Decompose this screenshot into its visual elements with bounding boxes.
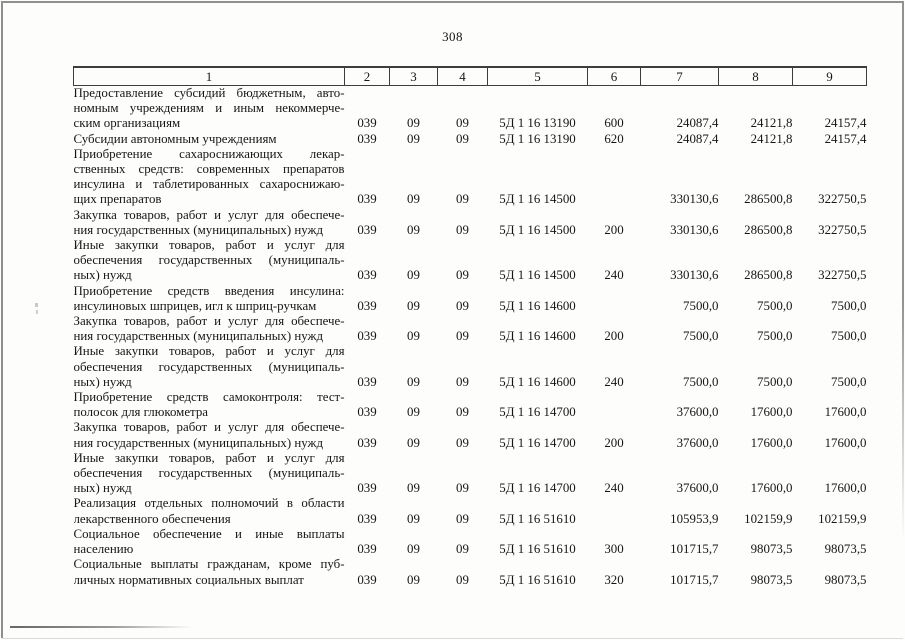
table-body	[74, 67, 867, 588]
desc-line: Закупка товаров, работ и услуг для обеспече-	[73, 314, 345, 329]
scan-frame-top	[3, 1, 903, 3]
cell-c5: 5Д 1 16 14600	[499, 298, 576, 313]
cell-c3: 09	[407, 374, 420, 389]
cell-c2: 039	[357, 542, 377, 557]
desc-line: Социальные выплаты гражданам, кроме пуб-	[73, 557, 345, 572]
table-row	[74, 132, 867, 147]
cell-c9: 7500,0	[831, 374, 867, 389]
desc-line: ния государственных (муниципальных) нужд	[73, 329, 323, 344]
cell-c2: 039	[357, 192, 377, 207]
cell-c9: 24157,4	[824, 116, 867, 131]
cell-c2: 039	[357, 268, 377, 283]
desc-line: инсулина и таблетированных сахароснижаю-	[73, 177, 345, 192]
desc-cell	[74, 344, 345, 390]
desc-line: ния государственных (муниципальных) нужд	[73, 222, 323, 237]
cell-c3: 09	[407, 131, 420, 146]
header-cell-5: 5	[488, 67, 588, 86]
desc-cell	[74, 527, 345, 557]
desc-cell	[74, 238, 345, 284]
desc-line: Социальное обеспечение и иные выплаты	[73, 526, 345, 541]
cell-c4: 09	[456, 329, 469, 344]
desc-cell	[74, 132, 345, 147]
cell-c6: 200	[604, 222, 624, 237]
cell-c5: 5Д 1 16 13190	[499, 116, 576, 131]
desc-cell	[74, 451, 345, 497]
desc-cell	[74, 496, 345, 526]
cell-c5: 5Д 1 16 14500	[499, 222, 576, 237]
cell-c6	[588, 147, 641, 208]
cell-c6: 300	[604, 542, 624, 557]
cell-c9: 322750,5	[818, 268, 867, 283]
cell-c2: 039	[357, 329, 377, 344]
desc-line: личных нормативных социальных выплат	[73, 572, 304, 587]
cell-c7: 101715,7	[670, 572, 719, 587]
cell-c8: 24121,8	[750, 116, 793, 131]
desc-line: Предоставление субсидий бюджетным, авто-	[73, 86, 345, 100]
desc-cell	[74, 284, 345, 314]
cell-c3: 09	[407, 329, 420, 344]
desc-line: номным учреждениям и иным некоммерче-	[73, 101, 345, 116]
desc-cell	[74, 147, 345, 208]
cell-c6	[588, 390, 641, 420]
cell-c3: 09	[407, 572, 420, 587]
cell-c5: 5Д 1 16 14600	[499, 374, 576, 389]
header-cell-6: 6	[588, 67, 641, 86]
desc-line: лекарственного обеспечения	[73, 511, 231, 526]
cell-c8: 98073,5	[750, 572, 793, 587]
desc-cell	[74, 557, 345, 587]
cell-c2: 039	[357, 511, 377, 526]
cell-c7: 330130,6	[670, 268, 719, 283]
cell-c8: 24121,8	[750, 131, 793, 146]
cell-c8: 17600,0	[750, 405, 793, 420]
desc-line: ных) нужд	[73, 268, 132, 283]
scan-frame-right	[902, 1, 904, 541]
table-row	[74, 238, 867, 284]
cell-c4: 09	[456, 268, 469, 283]
table-row	[74, 390, 867, 420]
cell-c7: 105953,9	[670, 511, 719, 526]
cell-c7: 330130,6	[670, 192, 719, 207]
cell-c6: 320	[604, 572, 624, 587]
cell-c3: 09	[407, 298, 420, 313]
cell-c4: 09	[456, 374, 469, 389]
desc-line: ния государственных (муниципальных) нужд	[73, 435, 323, 450]
desc-cell	[74, 420, 345, 450]
cell-c2: 039	[357, 222, 377, 237]
cell-c7: 7500,0	[683, 374, 719, 389]
cell-c3: 09	[407, 222, 420, 237]
cell-c6: 200	[604, 435, 624, 450]
cell-c6: 240	[604, 268, 624, 283]
cell-c5: 5Д 1 16 14700	[499, 405, 576, 420]
table-row	[74, 527, 867, 557]
cell-c8: 102159,9	[744, 511, 793, 526]
cell-c2: 039	[357, 298, 377, 313]
cell-c4: 09	[456, 131, 469, 146]
cell-c4: 09	[456, 481, 469, 496]
desc-line: ных) нужд	[73, 374, 132, 389]
cell-c4: 09	[456, 435, 469, 450]
cell-c9: 102159,9	[818, 511, 867, 526]
table-row	[74, 557, 867, 587]
cell-c6: 240	[604, 374, 624, 389]
cell-c2: 039	[357, 481, 377, 496]
desc-line: Закупка товаров, работ и услуг для обеспече-	[73, 207, 345, 222]
cell-c8: 17600,0	[750, 481, 793, 496]
header-cell-9: 9	[793, 67, 867, 86]
desc-line: Закупка товаров, работ и услуг для обеспече-	[73, 420, 345, 435]
desc-cell	[74, 86, 345, 132]
cell-c9: 322750,5	[818, 222, 867, 237]
cell-c9: 322750,5	[818, 192, 867, 207]
desc-line: Приобретение сахароснижающих лекар-	[73, 146, 345, 161]
cell-c5: 5Д 1 16 13190	[499, 131, 576, 146]
cell-c7: 7500,0	[683, 329, 719, 344]
table-row	[74, 420, 867, 450]
cell-c9: 98073,5	[824, 572, 867, 587]
page-number: 308	[442, 29, 463, 44]
cell-c2: 039	[357, 116, 377, 131]
cell-c8: 17600,0	[750, 435, 793, 450]
cell-c5: 5Д 1 16 51610	[499, 511, 576, 526]
scan-frame-bottom	[2, 638, 903, 639]
cell-c7: 37600,0	[676, 405, 719, 420]
cell-c3: 09	[407, 192, 420, 207]
cell-c7: 24087,4	[676, 116, 719, 131]
cell-c3: 09	[407, 481, 420, 496]
cell-c7: 37600,0	[676, 481, 719, 496]
desc-line: ским организациям	[73, 116, 181, 131]
cell-c7: 7500,0	[683, 298, 719, 313]
table-row	[74, 284, 867, 314]
table-header-row	[74, 67, 867, 86]
cell-c8: 7500,0	[757, 374, 793, 389]
cell-c2: 039	[357, 572, 377, 587]
cell-c3: 09	[407, 511, 420, 526]
cell-c2: 039	[357, 405, 377, 420]
scan-artifact-line	[10, 626, 192, 628]
desc-line: ственных средств: современных препаратов	[73, 162, 345, 177]
cell-c6	[588, 496, 641, 526]
cell-c8: 286500,8	[744, 268, 793, 283]
desc-line: Иные закупки товаров, работ и услуг для	[73, 238, 345, 253]
cell-c9: 7500,0	[831, 329, 867, 344]
cell-c7: 330130,6	[670, 222, 719, 237]
cell-c9: 17600,0	[824, 435, 867, 450]
desc-cell	[74, 314, 345, 344]
cell-c2: 039	[357, 374, 377, 389]
cell-c3: 09	[407, 542, 420, 557]
scan-frame-left	[1, 1, 3, 638]
desc-line: полосок для глюкометра	[73, 405, 209, 420]
table-row	[74, 496, 867, 526]
cell-c8: 98073,5	[750, 542, 793, 557]
cell-c8: 286500,8	[744, 222, 793, 237]
cell-c7: 37600,0	[676, 435, 719, 450]
cell-c9: 24157,4	[824, 131, 867, 146]
cell-c5: 5Д 1 16 14700	[499, 435, 576, 450]
cell-c6: 620	[604, 131, 624, 146]
cell-c4: 09	[456, 405, 469, 420]
desc-line: обеспечения государственных (муниципаль-	[73, 466, 345, 481]
cell-c8: 286500,8	[744, 192, 793, 207]
desc-line: обеспечения государственных (муниципаль-	[73, 359, 345, 374]
cell-c4: 09	[456, 222, 469, 237]
desc-line: ных) нужд	[73, 481, 132, 496]
desc-line: Иные закупки товаров, работ и услуг для	[73, 344, 345, 359]
cell-c5: 5Д 1 16 14500	[499, 268, 576, 283]
cell-c8: 7500,0	[757, 298, 793, 313]
desc-line: Реализация отдельных полномочий в области	[73, 496, 345, 511]
header-cell-3: 3	[390, 67, 438, 86]
cell-c6	[588, 284, 641, 314]
scan-speck	[35, 303, 38, 307]
header-cell-7: 7	[641, 67, 719, 86]
cell-c9: 7500,0	[831, 298, 867, 313]
desc-cell	[74, 208, 345, 238]
desc-line: населению	[73, 542, 134, 557]
desc-line: Субсидии автономным учреждениям	[73, 131, 277, 146]
cell-c4: 09	[456, 572, 469, 587]
cell-c3: 09	[407, 268, 420, 283]
table-row	[74, 451, 867, 497]
cell-c7: 24087,4	[676, 131, 719, 146]
table-row	[74, 344, 867, 390]
table-row	[74, 208, 867, 238]
cell-c8: 7500,0	[757, 329, 793, 344]
desc-line: инсулиновых шприцев, игл к шприц-ручкам	[73, 298, 317, 313]
header-cell-2: 2	[345, 67, 390, 86]
desc-line: Иные закупки товаров, работ и услуг для	[73, 450, 345, 465]
cell-c7: 101715,7	[670, 542, 719, 557]
desc-line: Приобретение средств введения инсулина:	[73, 283, 345, 298]
desc-line: обеспечения государственных (муниципаль-	[73, 253, 345, 268]
cell-c9: 98073,5	[824, 542, 867, 557]
cell-c6: 600	[604, 116, 624, 131]
cell-c3: 09	[407, 435, 420, 450]
header-cell-8: 8	[719, 67, 793, 86]
cell-c3: 09	[407, 116, 420, 131]
cell-c5: 5Д 1 16 51610	[499, 542, 576, 557]
cell-c5: 5Д 1 16 14600	[499, 329, 576, 344]
desc-line: щих препаратов	[73, 192, 162, 207]
cell-c5: 5Д 1 16 51610	[499, 572, 576, 587]
desc-line: Приобретение средств самоконтроля: тест-	[73, 390, 345, 405]
cell-c4: 09	[456, 542, 469, 557]
cell-c2: 039	[357, 131, 377, 146]
cell-c4: 09	[456, 116, 469, 131]
table-row	[74, 86, 867, 132]
table-row	[74, 147, 867, 208]
budget-table	[73, 66, 867, 588]
cell-c4: 09	[456, 192, 469, 207]
cell-c2: 039	[357, 435, 377, 450]
cell-c6: 200	[604, 329, 624, 344]
cell-c9: 17600,0	[824, 405, 867, 420]
cell-c4: 09	[456, 511, 469, 526]
cell-c3: 09	[407, 405, 420, 420]
cell-c6: 240	[604, 481, 624, 496]
cell-c9: 17600,0	[824, 481, 867, 496]
header-cell-1: 1	[74, 67, 345, 86]
scan-speck	[36, 310, 38, 314]
header-cell-4: 4	[438, 67, 488, 86]
cell-c5: 5Д 1 16 14700	[499, 481, 576, 496]
desc-cell	[74, 390, 345, 420]
cell-c4: 09	[456, 298, 469, 313]
table-row	[74, 314, 867, 344]
cell-c5: 5Д 1 16 14500	[499, 192, 576, 207]
